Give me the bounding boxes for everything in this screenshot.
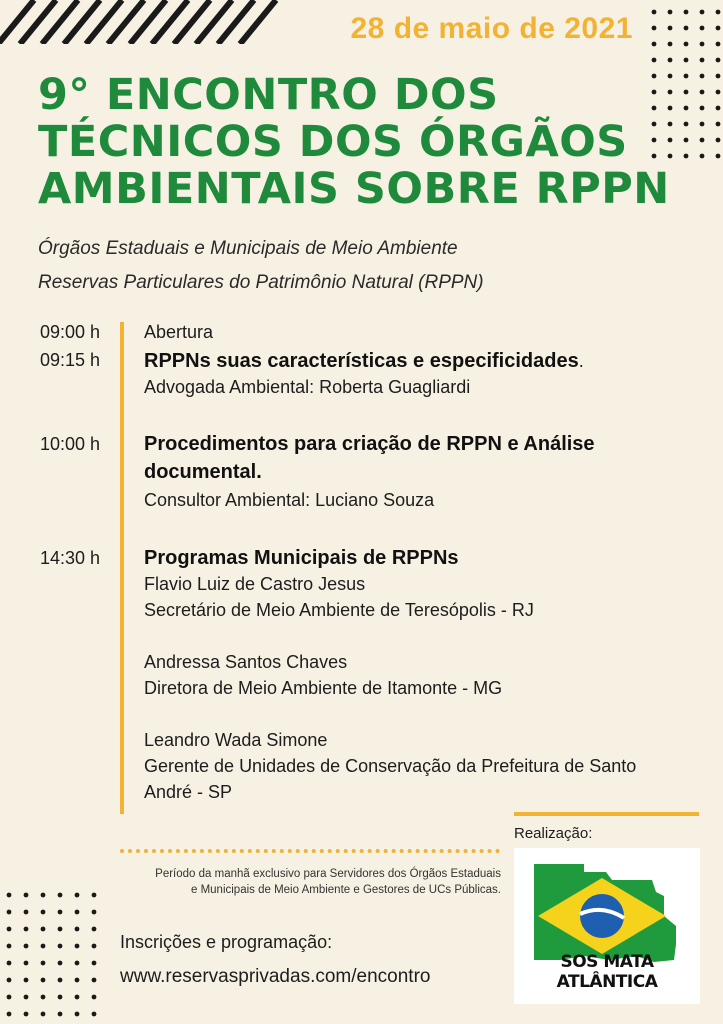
registration-link[interactable]: www.reservasprivadas.com/encontro	[120, 966, 431, 987]
logo-accent-line	[514, 812, 699, 816]
diagonal-stripes-decoration	[0, 0, 280, 44]
event-title	[38, 72, 670, 213]
panelist-3-role-line-2: André - SP	[144, 782, 233, 802]
session-2-title-line-1: Procedimentos para criação de RPPN e Análise	[144, 433, 595, 455]
title-line-2: TÉCNICOS DOS ÓRGÃOS	[38, 117, 628, 167]
title-line-3: AMBIENTAIS SOBRE RPPN	[38, 164, 670, 214]
event-subtitle	[38, 232, 484, 300]
panelist-3-role-line-1: Gerente de Unidades de Conservação da Prefeitura de Santo	[144, 756, 637, 776]
logo-text: SOS MATA ATLÂNTICA	[556, 952, 658, 992]
subtitle-line-1: Órgãos Estaduais e Municipais de Meio Ambiente	[38, 238, 458, 259]
session-1-title: RPPNs suas características e especificidades	[144, 350, 579, 372]
session-2-speaker: Consultor Ambiental: Luciano Souza	[144, 490, 435, 510]
panelist-1-role: Secretário de Meio Ambiente de Teresópolis - RJ	[144, 600, 534, 620]
title-line-1: 9° ENCONTRO DOS	[38, 70, 499, 120]
dot-grid-bottom-left	[4, 890, 108, 1024]
registration-label: Inscrições e programação:	[120, 932, 333, 952]
time-1000: 10:00 h	[40, 434, 101, 454]
session-1-period: .	[578, 351, 584, 371]
session-1	[144, 348, 704, 400]
session-opening: Abertura	[144, 322, 214, 342]
panelist-2-role: Diretora de Meio Ambiente de Itamonte - MG	[144, 678, 503, 698]
morning-note	[101, 866, 501, 898]
panelist-2-name: Andressa Santos Chaves	[144, 652, 348, 672]
note-line-1: Período da manhã exclusivo para Servidores dos Órgãos Estaduais	[155, 868, 501, 880]
sos-mata-atlantica-logo	[514, 848, 700, 1004]
note-line-2: e Municipais de Meio Ambiente e Gestores de UCs Públicas.	[190, 884, 501, 896]
event-date: 28 de maio de 2021	[350, 12, 633, 45]
panelist-3-name: Leandro Wada Simone	[144, 730, 328, 750]
subtitle-line-2: Reservas Particulares do Patrimônio Natural (RPPN)	[38, 272, 484, 293]
session-2-title-line-2: documental.	[144, 461, 262, 483]
time-0900: 09:00 h	[40, 322, 101, 342]
timeline-bar	[120, 322, 124, 814]
session-3-title: Programas Municipais de RPPNs	[144, 547, 459, 569]
session-2	[144, 431, 704, 513]
time-1430: 14:30 h	[40, 548, 101, 568]
session-1-speaker: Advogada Ambiental: Roberta Guagliardi	[144, 377, 471, 397]
panelist-1-name: Flavio Luiz de Castro Jesus	[144, 574, 366, 594]
realizacao-label: Realização:	[514, 825, 593, 842]
session-3	[144, 545, 704, 805]
time-0915: 09:15 h	[40, 350, 101, 370]
dotted-divider	[120, 849, 500, 853]
